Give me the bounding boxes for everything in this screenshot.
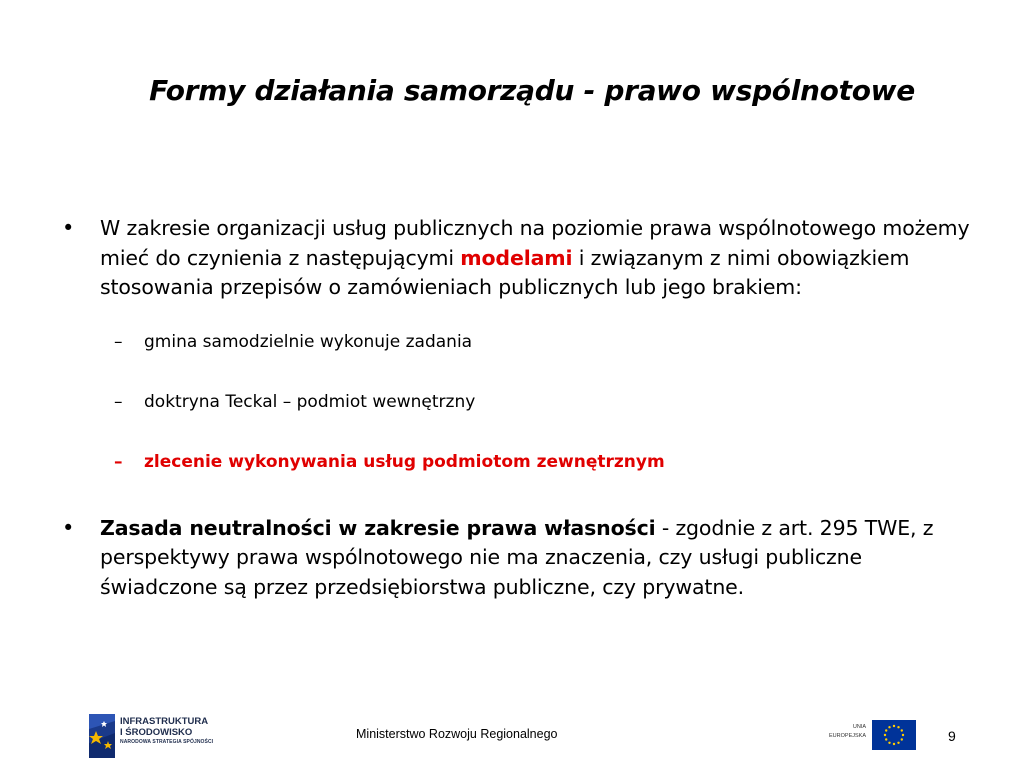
sub-item-3 bbox=[114, 450, 974, 510]
page-number: 9 bbox=[948, 728, 956, 744]
slide-content bbox=[62, 214, 974, 602]
footer-ministry: Ministerstwo Rozwoju Regionalnego bbox=[356, 727, 558, 741]
sub-item-1 bbox=[114, 330, 974, 390]
bold-principle: Zasada neutralności w zakresie prawa własności bbox=[100, 515, 656, 540]
eu-line-2: EUROPEJSKA bbox=[829, 733, 866, 739]
eu-star bbox=[897, 726, 899, 728]
dash-mark: – bbox=[114, 451, 123, 472]
eu-line-1: UNIA bbox=[852, 724, 866, 730]
eu-star bbox=[902, 734, 904, 736]
dash-mark: – bbox=[114, 331, 123, 352]
eu-flag-icon bbox=[872, 720, 916, 750]
eu-logo bbox=[822, 716, 922, 756]
eu-star bbox=[901, 729, 903, 731]
bullet-text-part: i związanym z nimi obowiązkiem stosowania przepisów o zamówieniach publicznych lub jego brakiem: bbox=[100, 245, 910, 299]
bullet-text bbox=[100, 514, 974, 603]
dash-mark: – bbox=[114, 391, 123, 412]
sub-item-text: gmina samodzielnie wykonuje zadania bbox=[144, 331, 473, 352]
highlight-modelami: modelami bbox=[460, 245, 573, 270]
eu-star bbox=[885, 729, 887, 731]
logo-line-3: NARODOWA STRATEGIA SPÓJNOŚCI bbox=[120, 739, 214, 745]
eu-star bbox=[893, 743, 895, 745]
eu-star bbox=[901, 738, 903, 740]
eu-logo-text bbox=[822, 723, 866, 741]
eu-star bbox=[893, 725, 895, 727]
bullet-text bbox=[100, 214, 974, 303]
infrastruktura-logo bbox=[86, 713, 226, 759]
bullet-item-2 bbox=[62, 514, 974, 603]
eu-star bbox=[884, 734, 886, 736]
infrastruktura-srodowisko-logo-icon bbox=[86, 713, 118, 759]
infrastruktura-logo-text bbox=[120, 716, 213, 746]
sub-item-2 bbox=[114, 390, 974, 450]
eu-star bbox=[897, 742, 899, 744]
bullet-item-1 bbox=[62, 214, 974, 303]
logo-line-2: I ŚRODOWISKO bbox=[120, 727, 193, 738]
eu-star bbox=[885, 738, 887, 740]
logo-line-1: INFRASTRUKTURA bbox=[120, 716, 209, 727]
bullet-mark: • bbox=[62, 515, 75, 540]
bullet-text-part: - zgodnie z art. 295 TWE, z perspektywy prawa wspólnotowego nie ma znaczenia, czy usługi publiczne świadczone są przez przedsiębiorstwa publiczne, czy prywatne. bbox=[100, 515, 934, 599]
bullet-mark: • bbox=[62, 216, 75, 240]
sub-item-text: doktryna Teckal – podmiot wewnętrzny bbox=[144, 391, 476, 412]
slide-title: Formy działania samorządu - prawo wspólnotowe bbox=[149, 74, 915, 107]
eu-star bbox=[888, 726, 890, 728]
eu-star bbox=[888, 742, 890, 744]
bullet-text-part: W zakresie organizacji usług publicznych na poziomie prawa wspólnotowego możemy mieć do czynienia z następującymi bbox=[100, 216, 970, 270]
sub-list bbox=[114, 330, 974, 510]
sub-item-text: zlecenie wykonywania usług podmiotom zewnętrznym bbox=[144, 451, 665, 472]
